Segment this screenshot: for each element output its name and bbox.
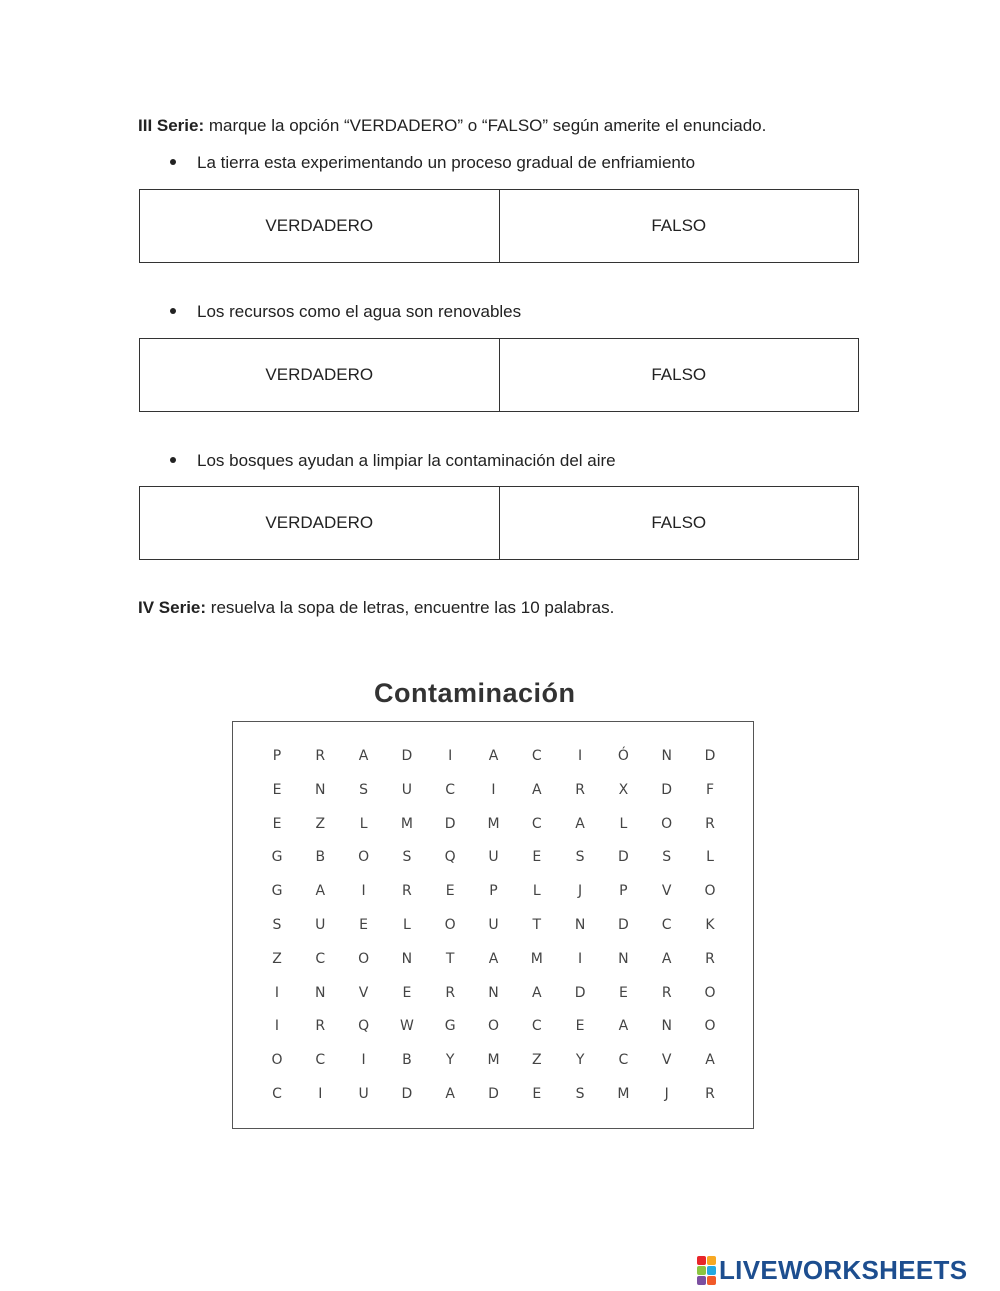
question-3 [170,451,616,471]
wordsearch-letter[interactable]: L [619,815,628,832]
wordsearch-letter[interactable]: O [704,883,716,900]
wordsearch-letter[interactable]: R [705,815,715,832]
wordsearch-letter[interactable]: S [402,849,412,866]
wordsearch-letter[interactable]: D [401,748,413,764]
wordsearch-letter[interactable]: C [661,917,672,933]
wordsearch-letter[interactable]: O [271,1052,283,1069]
wordsearch-letter[interactable]: E [272,815,282,832]
wordsearch-letter[interactable]: Z [532,1052,542,1069]
wordsearch-letter[interactable]: S [662,849,672,866]
question-1 [170,153,695,173]
question-2 [170,302,521,322]
wordsearch-letter[interactable]: N [618,950,629,967]
wordsearch-letter[interactable]: O [358,849,370,866]
wordsearch-letter[interactable]: J [578,883,583,900]
question-2-options [139,338,859,412]
serie-4-label: IV Serie: [138,598,207,617]
wordsearch-letter[interactable]: A [445,1086,455,1102]
wordsearch-letter[interactable]: E [272,781,282,798]
wordsearch-letter[interactable]: Y [575,1052,585,1069]
wordsearch-row [233,951,753,971]
wordsearch-letter[interactable]: K [705,917,715,933]
wordsearch-letter[interactable]: I [491,781,496,798]
wordsearch-letter[interactable]: L [402,917,411,933]
serie-4-instruction: resuelva la sopa de letras, encuentre las 10 palabras. [210,598,615,617]
wordsearch-letter[interactable]: E [445,883,455,900]
wordsearch-letter[interactable]: R [661,984,672,1001]
wordsearch-letter[interactable]: I [361,1052,366,1069]
wordsearch-row [233,782,753,802]
wordsearch-letter[interactable]: D [661,781,673,798]
wordsearch-letter[interactable]: N [661,748,672,764]
wordsearch-letter[interactable]: U [315,917,326,933]
wordsearch-letter[interactable]: O [704,1018,716,1035]
wordsearch-letter[interactable]: I [274,1018,280,1035]
wordsearch-letter[interactable]: O [444,917,456,933]
wordsearch-letter[interactable]: S [575,1086,585,1102]
wordsearch-letter[interactable]: T [445,950,455,967]
question-3-true-option[interactable]: VERDADERO [265,513,374,532]
wordsearch-letter[interactable]: D [401,1086,413,1102]
wordsearch-row [233,1018,753,1038]
wordsearch-row [233,1086,753,1106]
wordsearch-letter[interactable]: A [661,950,672,967]
wordsearch-letter[interactable]: Z [315,815,326,832]
serie-3-label: III Serie: [138,116,205,135]
bullet-icon [170,308,176,314]
wordsearch-letter[interactable]: N [661,1018,672,1035]
wordsearch-letter[interactable]: N [401,950,413,967]
wordsearch-letter[interactable]: R [705,950,715,967]
liveworksheets-logo [697,1255,967,1286]
logo-square [707,1256,716,1265]
logo-icon [697,1256,716,1285]
wordsearch-letter[interactable]: I [578,748,583,764]
wordsearch-letter[interactable]: O [661,815,673,832]
bullet-icon [170,457,176,463]
wordsearch-letter[interactable]: M [400,815,413,832]
wordsearch-letter[interactable]: M [487,815,500,832]
question-1-options [139,189,859,263]
wordsearch-letter[interactable]: A [315,883,326,900]
wordsearch-row [233,1052,753,1072]
logo-square [697,1266,706,1275]
wordsearch-letter[interactable]: A [618,1018,629,1035]
wordsearch-letter[interactable]: T [532,917,542,933]
wordsearch-letter[interactable]: E [402,984,412,1001]
wordsearch-letter[interactable]: R [705,1086,715,1102]
logo-text: LIVEWORKSHEETS [719,1255,968,1285]
wordsearch-letter[interactable]: I [274,984,280,1001]
wordsearch-letter[interactable]: P [619,883,628,900]
wordsearch-letter[interactable]: N [574,917,586,933]
wordsearch-grid [232,721,754,1129]
wordsearch-letter[interactable]: R [315,1018,326,1035]
wordsearch-letter[interactable]: R [445,984,456,1001]
wordsearch-letter[interactable]: I [318,1086,323,1102]
wordsearch-letter[interactable]: U [401,781,413,798]
wordsearch-letter[interactable]: E [618,984,628,1001]
wordsearch-letter[interactable]: N [315,781,326,798]
wordsearch-letter[interactable]: D [488,1086,499,1102]
bullet-icon [170,159,176,165]
wordsearch-letter[interactable]: I [448,748,453,764]
wordsearch-letter[interactable]: O [487,1018,500,1035]
wordsearch-letter[interactable]: Y [445,1052,455,1069]
wordsearch-letter[interactable]: C [315,950,326,967]
wordsearch-row [233,985,753,1005]
wordsearch-letter[interactable]: A [358,748,369,764]
question-3-options [139,486,859,560]
wordsearch-letter[interactable]: A [532,781,542,798]
question-1-true-option[interactable]: VERDADERO [265,216,374,235]
wordsearch-letter[interactable]: Ó [617,748,629,764]
wordsearch-letter[interactable]: M [617,1086,630,1102]
question-3-statement: Los bosques ayudan a limpiar la contaminación del aire [197,451,616,470]
wordsearch-letter[interactable]: L [532,883,541,900]
wordsearch-letter[interactable]: V [661,1052,672,1069]
logo-square [707,1266,716,1275]
wordsearch-letter[interactable]: A [488,748,499,764]
wordsearch-letter[interactable]: R [575,781,585,798]
wordsearch-letter[interactable]: Q [358,1018,370,1035]
logo-square [707,1276,716,1285]
wordsearch-letter[interactable]: S [359,781,369,798]
wordsearch-title: Contaminación [374,678,576,708]
wordsearch-letter[interactable]: P [489,883,498,900]
wordsearch-letter[interactable]: S [575,849,585,866]
wordsearch-letter[interactable]: F [705,781,715,798]
wordsearch-letter[interactable]: C [618,1052,629,1069]
wordsearch-letter[interactable]: C [272,1086,282,1102]
wordsearch-letter[interactable]: E [532,849,542,866]
wordsearch-letter[interactable]: C [445,781,456,798]
wordsearch-letter[interactable]: X [618,781,629,798]
wordsearch-letter[interactable]: J [664,1086,669,1102]
wordsearch-letter[interactable]: N [315,984,326,1001]
question-2-statement: Los recursos como el agua son renovables [197,302,522,321]
wordsearch-letter[interactable]: D [444,815,456,832]
wordsearch-letter[interactable]: N [488,984,499,1001]
wordsearch-letter[interactable]: B [315,849,326,866]
wordsearch-letter[interactable]: C [315,1052,326,1069]
question-3-false-option[interactable]: FALSO [499,487,859,559]
wordsearch-letter[interactable]: D [704,748,716,764]
wordsearch-letter[interactable]: Z [272,950,282,967]
wordsearch-letter[interactable]: R [402,883,412,900]
wordsearch-letter[interactable]: G [271,849,283,866]
question-2-true-option[interactable]: VERDADERO [265,365,374,384]
wordsearch-letter[interactable]: A [532,984,542,1001]
question-1-statement: La tierra esta experimentando un proceso gradual de enfriamiento [197,153,696,172]
wordsearch-letter[interactable]: D [574,984,586,1001]
wordsearch-letter[interactable]: C [531,748,542,764]
wordsearch-letter[interactable]: D [618,849,629,866]
question-2-false-option[interactable]: FALSO [499,339,859,411]
wordsearch-letter[interactable]: E [532,1086,542,1102]
wordsearch-letter[interactable]: A [705,1052,715,1069]
wordsearch-letter[interactable]: C [531,1018,542,1035]
wordsearch-letter[interactable]: E [575,1018,585,1035]
wordsearch-letter[interactable]: A [575,815,585,832]
wordsearch-letter[interactable]: O [358,950,370,967]
wordsearch-letter[interactable]: V [661,883,672,900]
wordsearch-row [233,748,753,768]
wordsearch-letter[interactable]: A [488,950,499,967]
wordsearch-letter[interactable]: S [272,917,282,933]
wordsearch-letter[interactable]: E [359,917,369,933]
wordsearch-row [233,816,753,836]
wordsearch-letter[interactable]: Q [444,849,456,866]
wordsearch-letter[interactable]: U [358,1086,369,1102]
serie-3-heading [138,116,766,136]
wordsearch-letter[interactable]: U [488,849,499,866]
wordsearch-letter[interactable]: V [358,984,369,1001]
wordsearch-letter[interactable]: O [704,984,716,1001]
wordsearch-letter[interactable]: I [578,950,583,967]
wordsearch-letter[interactable]: M [530,950,543,967]
wordsearch-letter[interactable]: L [706,849,714,866]
logo-square [697,1256,706,1265]
wordsearch-letter[interactable]: U [488,917,499,933]
wordsearch-letter[interactable]: B [402,1052,412,1069]
wordsearch-row [233,849,753,869]
wordsearch-letter[interactable]: G [444,1018,456,1035]
wordsearch-letter[interactable]: M [487,1052,500,1069]
wordsearch-letter[interactable]: R [315,748,326,764]
wordsearch-letter[interactable]: W [399,1018,414,1035]
wordsearch-letter[interactable]: L [359,815,368,832]
wordsearch-letter[interactable]: I [361,883,366,900]
wordsearch-letter[interactable]: G [271,883,283,900]
logo-square [697,1276,706,1285]
serie-3-instruction: marque la opción “VERDADERO” o “FALSO” según amerite el enunciado. [208,116,767,135]
wordsearch-letter[interactable]: C [531,815,542,832]
wordsearch-row [233,917,753,937]
wordsearch-row [233,883,753,903]
serie-4-heading [138,598,614,618]
wordsearch-letter[interactable]: P [272,748,282,764]
question-1-false-option[interactable]: FALSO [499,190,859,262]
wordsearch-letter[interactable]: D [618,917,629,933]
